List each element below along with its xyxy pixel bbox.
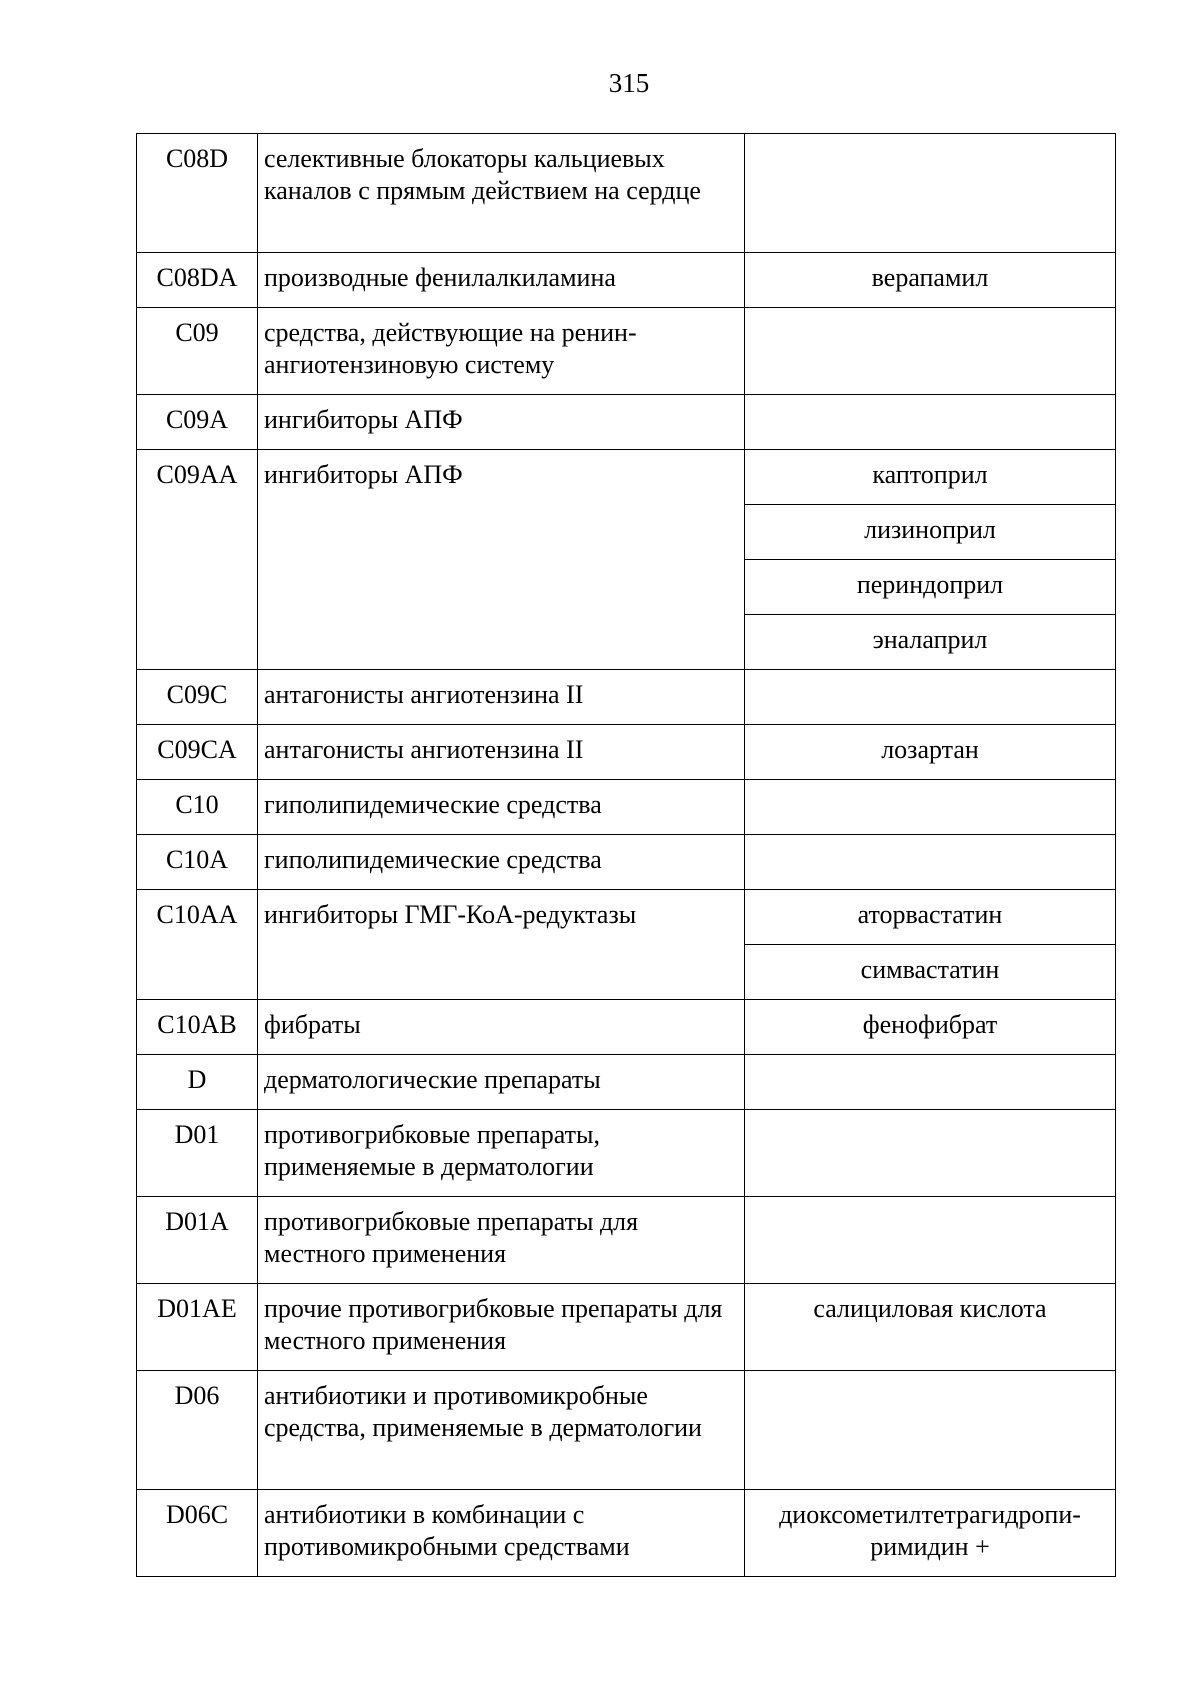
drug-name: фенофибрат: [745, 1000, 1116, 1055]
table-row: [137, 1000, 1116, 1055]
drug-name: [745, 780, 1116, 835]
table-row: [137, 780, 1116, 835]
table-row: [137, 835, 1116, 890]
atc-code: C08DA: [137, 253, 258, 308]
atc-code: C09C: [137, 670, 258, 725]
drug-name: [745, 835, 1116, 890]
atc-table: [136, 133, 1116, 1577]
atc-description: ингибиторы ГМГ-КоА-редуктазы: [258, 890, 745, 1000]
drug-name: [745, 670, 1116, 725]
atc-code: C09CA: [137, 725, 258, 780]
table-row: [137, 1490, 1116, 1577]
atc-code: D06C: [137, 1490, 258, 1577]
drug-name: аторвастатин: [745, 890, 1116, 945]
atc-code: C10: [137, 780, 258, 835]
drug-name: [745, 1371, 1116, 1490]
drug-name: [745, 1055, 1116, 1110]
atc-code: C10AB: [137, 1000, 258, 1055]
atc-description: противогрибковые препараты для местного применения: [258, 1197, 745, 1284]
atc-code: C09AA: [137, 450, 258, 670]
drug-name: лизиноприл: [745, 505, 1116, 560]
drug-name: каптоприл: [745, 450, 1116, 505]
atc-description: средства, действующие на ренин-ангиотензиновую систему: [258, 308, 745, 395]
drug-name: [745, 134, 1116, 253]
atc-description: гиполипидемические средства: [258, 780, 745, 835]
table-row: [137, 725, 1116, 780]
table-row: [137, 134, 1116, 253]
drug-name: верапамил: [745, 253, 1116, 308]
drug-name: салициловая кислота: [745, 1284, 1116, 1371]
table-row: [137, 1197, 1116, 1284]
drug-name: диоксометилтетрагидропи-римидин +: [745, 1490, 1116, 1577]
atc-code: C08D: [137, 134, 258, 253]
table-row: [137, 890, 1116, 945]
drug-name: лозартан: [745, 725, 1116, 780]
atc-description: фибраты: [258, 1000, 745, 1055]
atc-code: C09A: [137, 395, 258, 450]
drug-name: симвастатин: [745, 945, 1116, 1000]
table-row: [137, 395, 1116, 450]
page-number: 315: [608, 68, 650, 98]
table-row: [137, 670, 1116, 725]
atc-code: D06: [137, 1371, 258, 1490]
table-row: [137, 1110, 1116, 1197]
drug-name: эналаприл: [745, 615, 1116, 670]
table-row: [137, 308, 1116, 395]
atc-code: D: [137, 1055, 258, 1110]
atc-description: гиполипидемические средства: [258, 835, 745, 890]
atc-description: антагонисты ангиотензина II: [258, 725, 745, 780]
drug-name: [745, 308, 1116, 395]
atc-description: ингибиторы АПФ: [258, 450, 745, 670]
drug-name: [745, 395, 1116, 450]
atc-description: прочие противогрибковые препараты для местного применения: [258, 1284, 745, 1371]
drug-name: периндоприл: [745, 560, 1116, 615]
atc-description: дерматологические препараты: [258, 1055, 745, 1110]
drug-name: [745, 1197, 1116, 1284]
atc-description: противогрибковые препараты, применяемые в дерматологии: [258, 1110, 745, 1197]
atc-description: ингибиторы АПФ: [258, 395, 745, 450]
table-row: [137, 1055, 1116, 1110]
atc-code: C10AA: [137, 890, 258, 1000]
atc-description: антибиотики в комбинации с противомикробными средствами: [258, 1490, 745, 1577]
atc-description: селективные блокаторы кальциевых каналов с прямым действием на сердце: [258, 134, 745, 253]
atc-code: D01: [137, 1110, 258, 1197]
atc-description: антибиотики и противомикробные средства, применяемые в дерматологии: [258, 1371, 745, 1490]
atc-code: D01AE: [137, 1284, 258, 1371]
table-row: [137, 1284, 1116, 1371]
atc-description: производные фенилалкиламина: [258, 253, 745, 308]
atc-code: C10A: [137, 835, 258, 890]
atc-code: C09: [137, 308, 258, 395]
table-row: [137, 1371, 1116, 1490]
atc-description: антагонисты ангиотензина II: [258, 670, 745, 725]
table-row: [137, 450, 1116, 505]
table-row: [137, 253, 1116, 308]
drug-name: [745, 1110, 1116, 1197]
atc-code: D01A: [137, 1197, 258, 1284]
